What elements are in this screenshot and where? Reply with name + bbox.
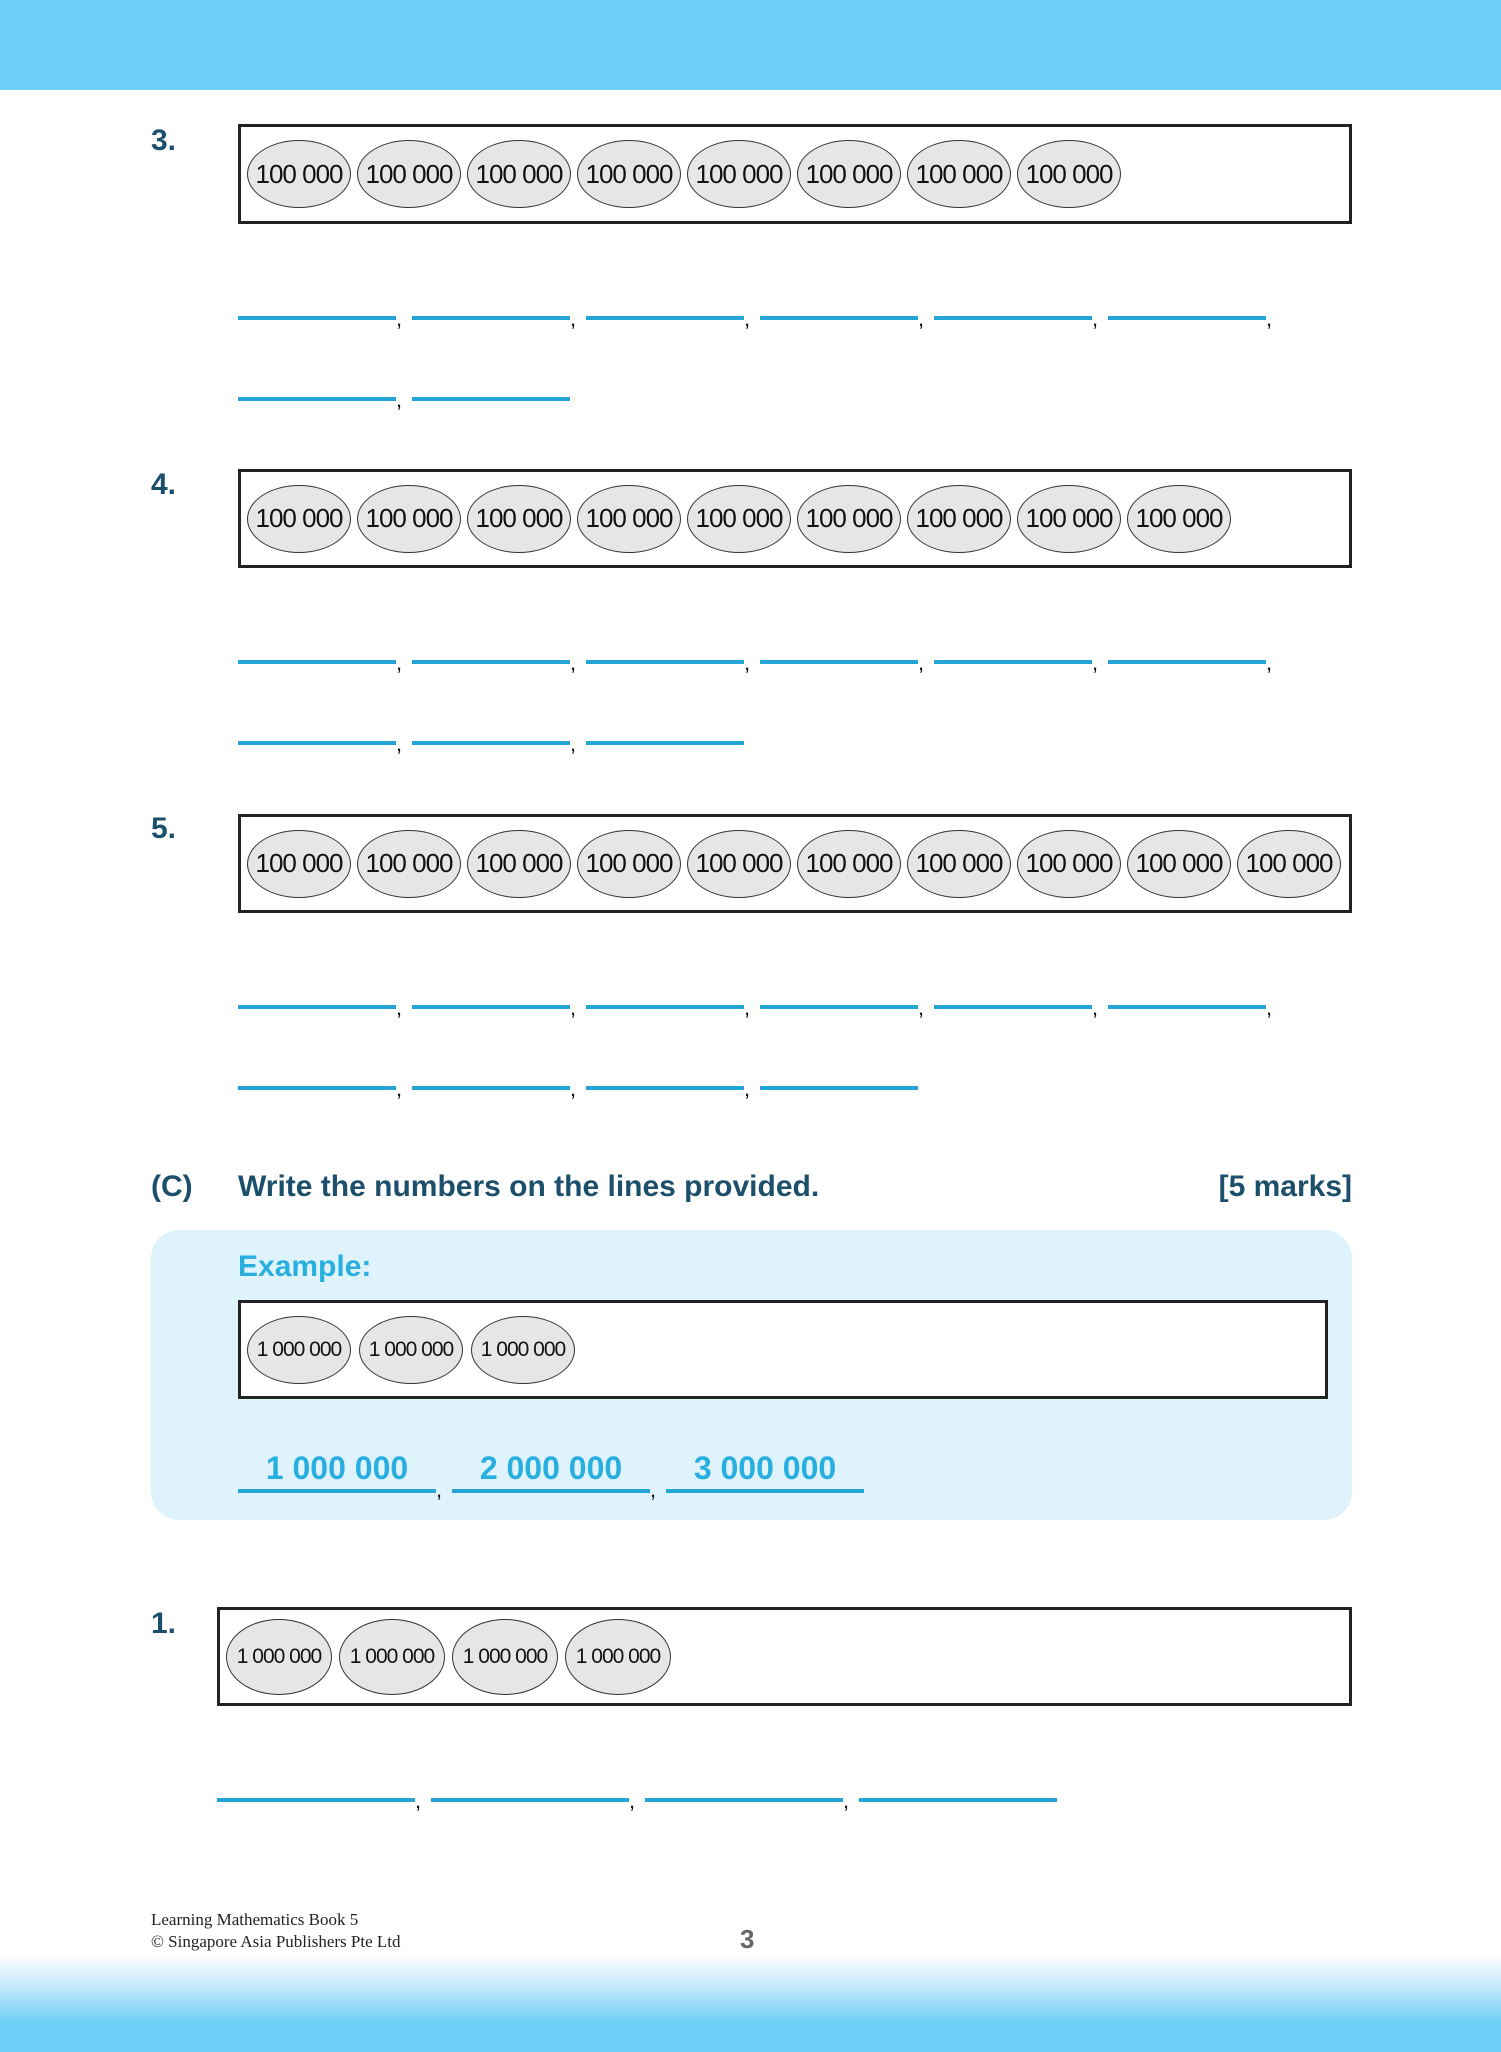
example-label: Example:: [238, 1250, 372, 1283]
comma: ,: [415, 1788, 422, 1813]
comma: ,: [436, 1477, 443, 1502]
question-number: 1.: [151, 1607, 177, 1640]
answer-blank[interactable]: [1108, 660, 1266, 664]
question-number: 3.: [151, 124, 177, 157]
value-token: 100 000: [797, 485, 901, 553]
example-token-box: [238, 1300, 1328, 1399]
answer-blank[interactable]: [645, 1798, 843, 1802]
value-token: 100 000: [687, 830, 791, 898]
answer-blank[interactable]: [586, 660, 744, 664]
comma: ,: [918, 995, 925, 1020]
book-title: Learning Mathematics Book 5: [151, 1910, 359, 1929]
value-token: 100 000: [1017, 485, 1121, 553]
answer-blank[interactable]: [238, 1086, 396, 1090]
example-answer: 2 000 000: [452, 1450, 650, 1493]
answer-blanks-row: [238, 987, 1282, 1020]
example-answer: 3 000 000: [666, 1450, 864, 1493]
page-number: 3: [740, 1924, 755, 1954]
answer-blank[interactable]: [412, 660, 570, 664]
comma: ,: [918, 650, 925, 675]
value-token: 100 000: [247, 485, 351, 553]
value-token: 100 000: [577, 140, 681, 208]
value-token: 100 000: [357, 140, 461, 208]
answer-blank[interactable]: [238, 1005, 396, 1009]
value-token: 1 000 000: [359, 1316, 463, 1384]
comma: ,: [396, 995, 403, 1020]
answer-blank[interactable]: [1108, 316, 1266, 320]
answer-blank[interactable]: [1108, 1005, 1266, 1009]
value-token: 100 000: [467, 485, 571, 553]
value-token: 100 000: [467, 140, 571, 208]
answer-blanks-row: [238, 723, 744, 756]
value-token: 100 000: [357, 830, 461, 898]
answer-blank[interactable]: [238, 397, 396, 401]
comma: ,: [744, 995, 751, 1020]
answer-blank[interactable]: [934, 1005, 1092, 1009]
comma: ,: [1266, 306, 1273, 331]
value-token: 100 000: [907, 830, 1011, 898]
comma: ,: [1092, 650, 1099, 675]
comma: ,: [1266, 995, 1273, 1020]
comma: ,: [843, 1788, 850, 1813]
value-token: 100 000: [907, 485, 1011, 553]
token-box: [217, 1607, 1352, 1706]
comma: ,: [396, 1076, 403, 1101]
example-answer: 1 000 000: [238, 1450, 436, 1493]
section-letter: (C): [151, 1170, 193, 1203]
value-token: 1 000 000: [247, 1316, 351, 1384]
comma: ,: [1092, 995, 1099, 1020]
comma: ,: [570, 731, 577, 756]
comma: ,: [650, 1477, 657, 1502]
answer-blank[interactable]: [859, 1798, 1057, 1802]
copyright: © Singapore Asia Publishers Pte Ltd: [151, 1932, 401, 1951]
answer-blank[interactable]: [586, 1005, 744, 1009]
answer-blank[interactable]: [412, 316, 570, 320]
comma: ,: [918, 306, 925, 331]
answer-blank[interactable]: [412, 1086, 570, 1090]
comma: ,: [1092, 306, 1099, 331]
answer-blanks-row: [217, 1780, 1057, 1813]
value-token: 100 000: [1017, 830, 1121, 898]
value-token: 100 000: [1237, 830, 1341, 898]
answer-blank[interactable]: [238, 660, 396, 664]
token-box: [238, 814, 1352, 913]
answer-blank[interactable]: [586, 316, 744, 320]
value-token: 1 000 000: [565, 1619, 671, 1695]
section-instruction: Write the numbers on the lines provided.: [238, 1170, 820, 1203]
value-token: 100 000: [577, 485, 681, 553]
value-token: 100 000: [357, 485, 461, 553]
comma: ,: [570, 650, 577, 675]
value-token: 100 000: [797, 830, 901, 898]
question-number: 4.: [151, 468, 177, 501]
comma: ,: [744, 1076, 751, 1101]
value-token: 100 000: [687, 140, 791, 208]
value-token: 100 000: [467, 830, 571, 898]
value-token: 1 000 000: [452, 1619, 558, 1695]
value-token: 100 000: [797, 140, 901, 208]
comma: ,: [744, 650, 751, 675]
answer-blank[interactable]: [412, 741, 570, 745]
answer-blank[interactable]: [412, 397, 570, 401]
answer-blank[interactable]: [760, 1005, 918, 1009]
answer-blank[interactable]: [217, 1798, 415, 1802]
value-token: 1 000 000: [226, 1619, 332, 1695]
answer-blanks-row: [238, 379, 570, 412]
footer-band: [0, 1955, 1501, 2052]
answer-blank[interactable]: [412, 1005, 570, 1009]
answer-blank[interactable]: [934, 316, 1092, 320]
value-token: 1 000 000: [339, 1619, 445, 1695]
value-token: 100 000: [577, 830, 681, 898]
value-token: 1 000 000: [471, 1316, 575, 1384]
comma: ,: [396, 387, 403, 412]
answer-blank[interactable]: [586, 1086, 744, 1090]
answer-blanks-row: [238, 1068, 918, 1101]
answer-blank[interactable]: [238, 741, 396, 745]
comma: ,: [629, 1788, 636, 1813]
value-token: 100 000: [247, 140, 351, 208]
value-token: 100 000: [1127, 830, 1231, 898]
value-token: 100 000: [247, 830, 351, 898]
answer-blanks-row: [238, 642, 1282, 675]
comma: ,: [396, 731, 403, 756]
comma: ,: [570, 995, 577, 1020]
answer-blank[interactable]: [934, 660, 1092, 664]
token-box: [238, 469, 1352, 568]
value-token: 100 000: [907, 140, 1011, 208]
value-token: 100 000: [687, 485, 791, 553]
value-token: 100 000: [1017, 140, 1121, 208]
comma: ,: [396, 650, 403, 675]
answer-blank[interactable]: [431, 1798, 629, 1802]
comma: ,: [570, 306, 577, 331]
answer-blank[interactable]: [760, 660, 918, 664]
footer-credits: [151, 1909, 401, 1953]
comma: ,: [1266, 650, 1273, 675]
example-answers: [238, 1450, 864, 1502]
token-box: [238, 124, 1352, 224]
comma: ,: [570, 1076, 577, 1101]
section-marks: [5 marks]: [1218, 1170, 1352, 1203]
answer-blank[interactable]: [586, 741, 744, 745]
comma: ,: [744, 306, 751, 331]
comma: ,: [396, 306, 403, 331]
header-band: [0, 0, 1501, 90]
answer-blanks-row: [238, 298, 1282, 331]
answer-blank[interactable]: [238, 316, 396, 320]
question-number: 5.: [151, 812, 177, 845]
answer-blank[interactable]: [760, 316, 918, 320]
answer-blank[interactable]: [760, 1086, 918, 1090]
value-token: 100 000: [1127, 485, 1231, 553]
